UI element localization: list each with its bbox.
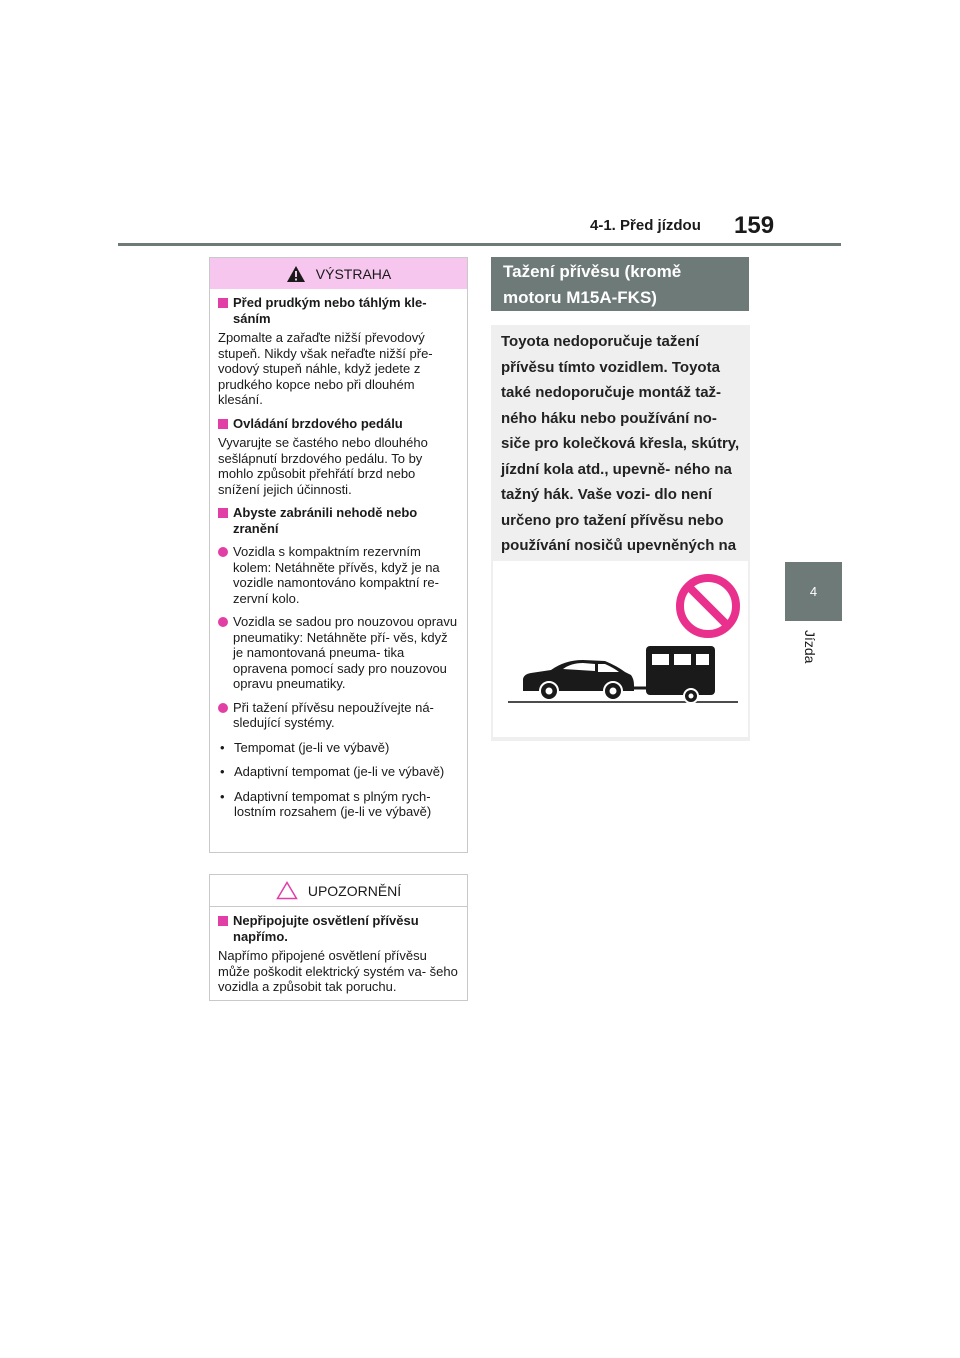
warning-title: VÝSTRAHA bbox=[315, 265, 392, 282]
header-section: 4-1. Před jízdou bbox=[590, 217, 701, 234]
bullet-dot-icon: • bbox=[220, 788, 225, 804]
illustration-panel bbox=[493, 561, 748, 737]
caution-triangle-icon bbox=[276, 881, 298, 900]
warning-triangle-icon bbox=[286, 265, 306, 283]
circle-bullet-icon bbox=[218, 617, 228, 627]
bullet-dot-icon: • bbox=[220, 739, 225, 755]
caution-header bbox=[210, 875, 467, 907]
car-towing-trailer-illustration bbox=[493, 561, 748, 737]
bullet-dot-icon: • bbox=[220, 764, 225, 779]
section-title: Tažení přívěsu (kromě motoru M15A-FKS) bbox=[491, 257, 749, 311]
warning-heading: Před prudkým nebo táhlým kle- sáním bbox=[218, 295, 459, 326]
warning-content bbox=[210, 289, 467, 820]
chapter-tab: 4 bbox=[785, 562, 842, 621]
lead-text: Toyota nedoporučuje tažení přívěsu tímto vozidlem. Toyota také nedoporučuje montáž taž- ného háku nebo používání no- siče pro kolečková křesla, skútry, jízdní kola atd., upevně- ného na tažný hák. Vaše vozi- dlo není určeno pro tažení přívěsu nebo používání nosičů upevněných na bbox=[501, 333, 740, 554]
caution-paragraph: Napřímo připojené osvětlení přívěsu může poškodit elektrický systém va- šeho vozidla a způsobit tak poruchu. bbox=[218, 948, 458, 994]
square-bullet-icon bbox=[218, 298, 228, 308]
circle-bullet-icon bbox=[218, 547, 228, 557]
trailer-icon bbox=[646, 646, 715, 703]
car-icon bbox=[523, 660, 634, 700]
warning-box bbox=[209, 257, 468, 853]
square-bullet-icon bbox=[218, 419, 228, 429]
caution-heading: Nepřipojujte osvětlení přívěsu napřímo. bbox=[218, 913, 459, 944]
circle-bullet-icon bbox=[218, 703, 228, 713]
warning-heading: Ovládání brzdového pedálu bbox=[218, 416, 459, 432]
warning-circle-item: Vozidla s kompaktním rezervním kolem: Netáhněte přívěs, když je na vozidle namontováno kompaktní re- zervní kolo. bbox=[218, 544, 459, 606]
square-bullet-icon bbox=[218, 508, 228, 518]
lead-box bbox=[491, 325, 750, 559]
illustration-frame bbox=[491, 559, 750, 741]
warning-circle-item: Vozidla se sadou pro nouzovou opravu pneumatiky: Netáhněte pří- věs, když je namontovaná pneuma- tika opravena pomocí sady pro nouzovou opravu pneumatiky. bbox=[218, 614, 459, 692]
caution-title: UPOZORNĚNÍ bbox=[307, 882, 402, 899]
warning-bullet-item: • Tempomat (je-li ve výbavě) bbox=[220, 739, 390, 755]
warning-bullet-item: • Adaptivní tempomat (je-li ve výbavě) bbox=[220, 764, 445, 779]
warning-bullet-item: • Adaptivní tempomat s plným rych- lostním rozsahem (je-li ve výbavě) bbox=[220, 788, 432, 819]
prohibition-icon bbox=[680, 578, 736, 634]
page-number: 159 bbox=[734, 212, 775, 239]
warning-circle-item: Při tažení přívěsu nepoužívejte ná- sledující systémy. bbox=[218, 700, 459, 731]
caution-box bbox=[209, 874, 468, 1001]
warning-paragraph: Vyvarujte se častého nebo dlouhého sešlápnutí brzdového pedálu. To by mohlo způsobit přehřátí brzd nebo snížení jejich účinnosti. bbox=[218, 435, 428, 497]
header-rule bbox=[118, 243, 841, 246]
square-bullet-icon bbox=[218, 916, 228, 926]
chapter-label: Jízda bbox=[802, 630, 818, 664]
warning-heading: Abyste zabránili nehodě nebo zranění bbox=[218, 505, 459, 536]
caution-content bbox=[210, 907, 467, 995]
warning-header bbox=[210, 258, 467, 289]
warning-paragraph: Zpomalte a zařaďte nižší převodový stupeň. Nikdy však neřaďte nižší pře- vodový stupeň náhle, když jedete z prudkého kopce nebo při dlouhém klesání. bbox=[218, 330, 433, 407]
